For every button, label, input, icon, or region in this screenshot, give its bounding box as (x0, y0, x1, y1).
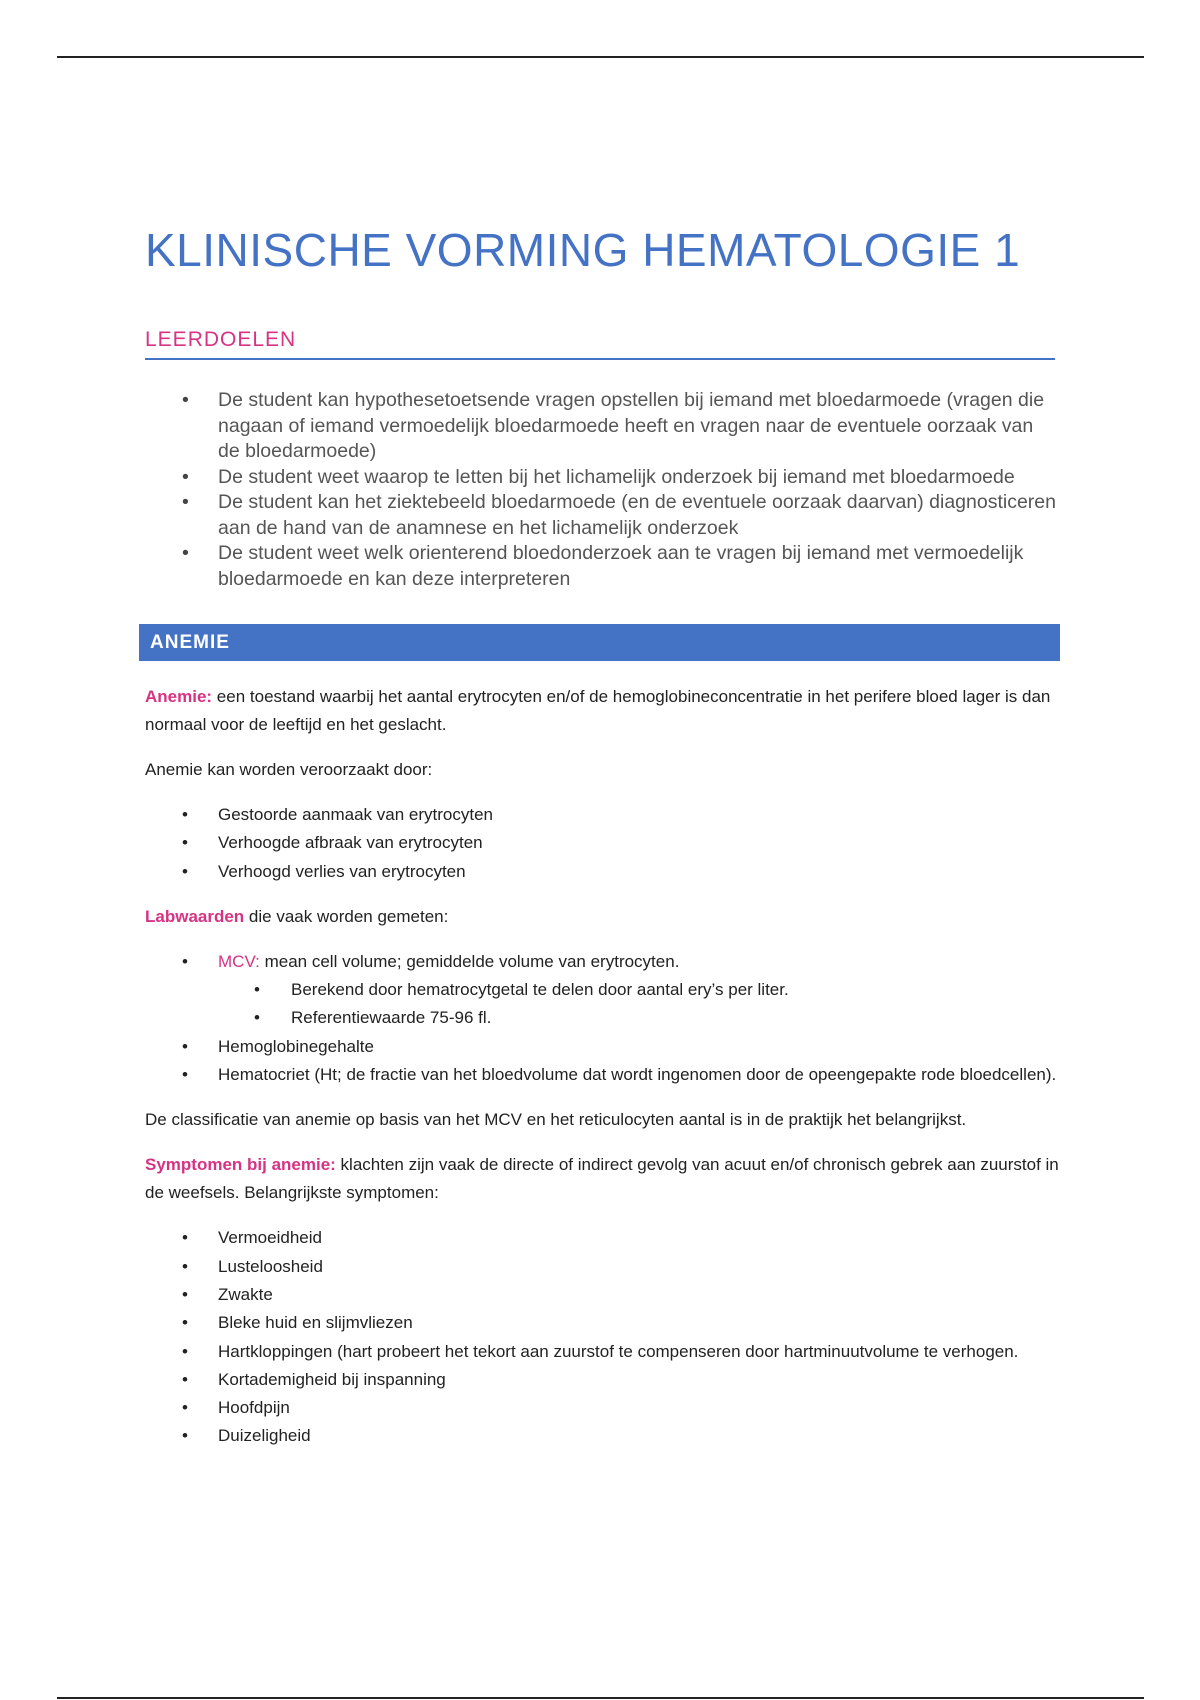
list-item: • Hemoglobinegehalte (145, 1033, 1060, 1061)
list-item: • Zwakte (145, 1281, 1060, 1309)
document-body (145, 218, 1060, 1451)
list-item: • Vermoeidheid (145, 1224, 1060, 1252)
sub-list-item: • Berekend door hematrocytgetal te delen door aantal ery’s per liter. (145, 976, 1060, 1004)
list-item: • De student kan hypothesetoetsende vragen opstellen bij iemand met bloedarmoede (vragen die nagaan of iemand vermoedelijk bloedarmoede heeft en vragen naar de eventuele oorzaak van de bloedarmoede) (145, 388, 1060, 465)
bottom-rule (57, 1697, 1144, 1699)
mcv-text: mean cell volume; gemiddelde volume van erytrocyten. (259, 951, 680, 971)
classification-text: De classificatie van anemie op basis van het MCV en het reticulocyten aantal is in de praktijk het belangrijkst. (145, 1110, 967, 1130)
symptoms-list (145, 1224, 1060, 1450)
symptoms-text: klachten zijn vaak de directe of indirect gevolg van acuut en/of chronisch gebrek aan zuurstof in de weefsels. Belangrijkste symptomen: (145, 1155, 1059, 1203)
list-item: • Verhoogd verlies van erytrocyten (145, 858, 1060, 886)
list-item: • Hartkloppingen (hart probeert het tekort aan zuurstof te compenseren door hartminuutvolume te verhogen. (145, 1338, 1060, 1366)
list-item: • Kortademigheid bij inspanning (145, 1366, 1060, 1394)
definition-text: een toestand waarbij het aantal erytrocyten en/of de hemoglobineconcentratie in het perifere bloed lager is dan normaal voor de leeftijd en het geslacht. (145, 687, 1051, 734)
list-item: • Gestoorde aanmaak van erytrocyten (145, 801, 1060, 829)
list-item: • De student weet waarop te letten bij het lichamelijk onderzoek bij iemand met bloedarmoede (145, 465, 1060, 491)
lab-term: Labwaarden (145, 906, 245, 926)
symptoms-term: Symptomen bij anemie: (145, 1155, 336, 1175)
top-rule (57, 56, 1144, 58)
lab-list (145, 948, 1060, 1089)
list-item-mcv (145, 948, 1060, 976)
leerdoelen-list (145, 388, 1060, 592)
lab-text: die vaak worden gemeten: (244, 906, 449, 926)
list-item: • Duizeligheid (145, 1422, 1060, 1450)
anemie-definition (145, 683, 1060, 739)
list-item: • De student kan het ziektebeeld bloedarmoede (en de eventuele oorzaak daarvan) diagnosticeren aan de hand van de anamnese en het lichamelijk onderzoek (145, 490, 1060, 541)
anemie-heading-bar: ANEMIE (139, 624, 1060, 661)
list-item: • Hoofdpijn (145, 1394, 1060, 1422)
list-item: • Bleke huid en slijmvliezen (145, 1309, 1060, 1337)
causes-intro: Anemie kan worden veroorzaakt door: (145, 760, 433, 779)
leerdoelen-heading: LEERDOELEN (145, 328, 1055, 360)
document-title: KLINISCHE VORMING HEMATOLOGIE 1 (145, 224, 1021, 276)
causes-list (145, 801, 1060, 886)
symptoms-intro (145, 1151, 1060, 1207)
list-item: • Hematocriet (Ht; de fractie van het bloedvolume dat wordt ingenomen door de opeengepakte rode bloedcellen). (145, 1061, 1060, 1089)
list-item: • De student weet welk orienterend bloedonderzoek aan te vragen bij iemand met vermoedelijk bloedarmoede en kan deze interpreteren (145, 541, 1060, 592)
sub-list-item: • Referentiewaarde 75-96 fl. (145, 1004, 1060, 1032)
list-item: • Verhoogde afbraak van erytrocyten (145, 829, 1060, 857)
list-item: • Lusteloosheid (145, 1253, 1060, 1281)
mcv-term: MCV: (218, 951, 260, 971)
definition-term: Anemie: (145, 687, 213, 706)
lab-intro (145, 903, 1060, 931)
